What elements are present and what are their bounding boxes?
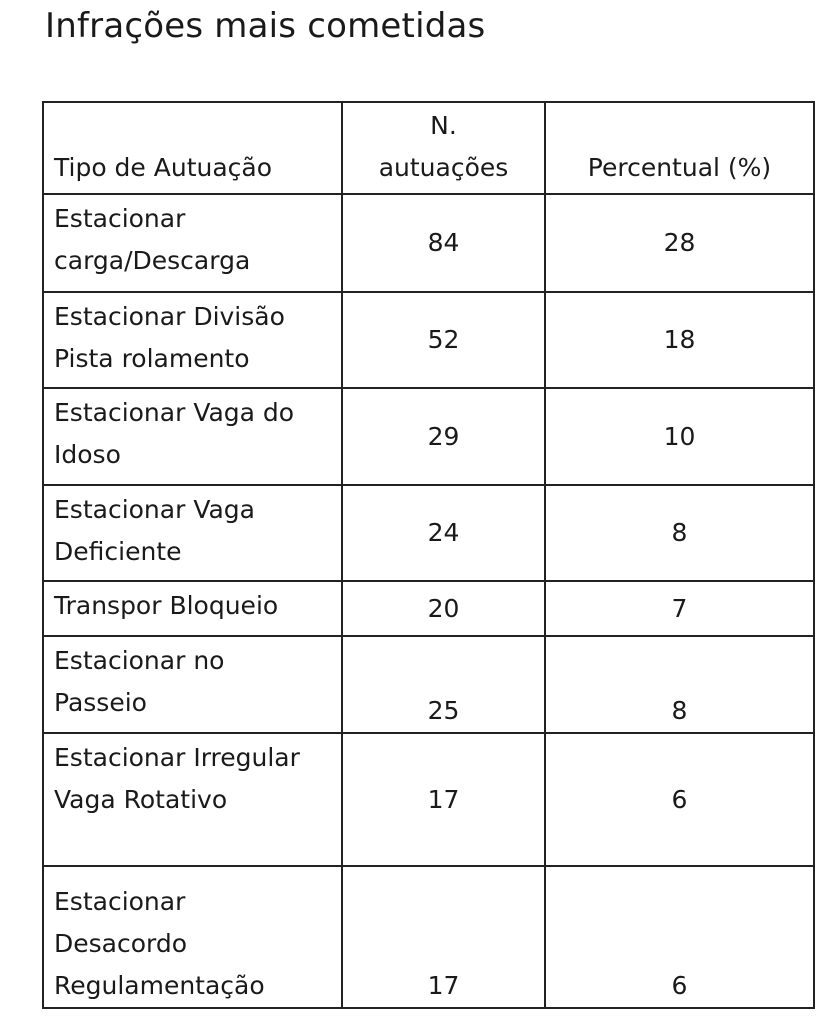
cell-type-text: Estacionar Irregular Vaga Rotativo (54, 743, 300, 814)
cell-count (342, 866, 545, 1008)
cell-percent (545, 194, 814, 292)
column-header-percent-label: Percentual (%) (587, 153, 772, 182)
table-row (43, 581, 814, 636)
cell-percent (545, 581, 814, 636)
cell-type (43, 866, 342, 1008)
cell-count (342, 194, 545, 292)
cell-type-text: Estacionar no Passeio (54, 646, 225, 717)
cell-type (43, 485, 342, 581)
cell-count (342, 292, 545, 388)
cell-count-text: 17 (427, 784, 460, 814)
cell-percent (545, 866, 814, 1008)
cell-type (43, 388, 342, 485)
page-title: Infrações mais cometidas (45, 6, 486, 46)
cell-percent (545, 388, 814, 485)
cell-type-text: Transpor Bloqueio (54, 591, 279, 620)
cell-percent-text: 10 (663, 421, 696, 451)
cell-percent-text: 6 (671, 971, 688, 1000)
cell-count-text: 17 (427, 971, 460, 1000)
cell-percent-text: 7 (671, 593, 688, 623)
cell-count (342, 485, 545, 581)
cell-count (342, 388, 545, 485)
cell-count-text: 52 (427, 325, 460, 354)
cell-percent (545, 485, 814, 581)
table-header-row (43, 102, 814, 194)
column-header-type (43, 102, 342, 194)
cell-type-text: Estacionar Vaga Deficiente (54, 495, 255, 566)
cell-type (43, 733, 342, 866)
cell-type (43, 636, 342, 733)
table-row (43, 636, 814, 733)
table-row (43, 388, 814, 485)
cell-count (342, 733, 545, 866)
cell-percent (545, 636, 814, 733)
cell-percent-text: 18 (663, 325, 696, 354)
cell-type-text: Estacionar carga/Descarga (54, 204, 251, 275)
cell-count (342, 636, 545, 733)
cell-count-text: 25 (427, 696, 460, 725)
cell-type-text: Estacionar Vaga do Idoso (54, 398, 295, 469)
cell-percent-text: 8 (671, 518, 688, 547)
cell-type (43, 581, 342, 636)
cell-count-text: 29 (427, 421, 460, 451)
table-row (43, 485, 814, 581)
cell-count-text: 84 (427, 228, 460, 257)
cell-type (43, 194, 342, 292)
cell-type (43, 292, 342, 388)
column-header-count-label: N. autuações (378, 111, 509, 182)
infractions-table (42, 101, 815, 1009)
cell-count-text: 24 (427, 518, 460, 547)
column-header-type-label: Tipo de Autuação (54, 153, 273, 182)
table-row (43, 194, 814, 292)
cell-type-text: Estacionar Desacordo Regulamentação (54, 887, 265, 1000)
cell-percent (545, 733, 814, 866)
cell-percent-text: 28 (663, 228, 696, 257)
table-row (43, 866, 814, 1008)
cell-type-text: Estacionar Divisão Pista rolamento (54, 302, 285, 373)
cell-count (342, 581, 545, 636)
column-header-count (342, 102, 545, 194)
table-row (43, 733, 814, 866)
cell-count-text: 20 (427, 593, 460, 623)
table-row (43, 292, 814, 388)
column-header-percent (545, 102, 814, 194)
cell-percent-text: 8 (671, 696, 688, 725)
cell-percent (545, 292, 814, 388)
cell-percent-text: 6 (671, 784, 688, 814)
